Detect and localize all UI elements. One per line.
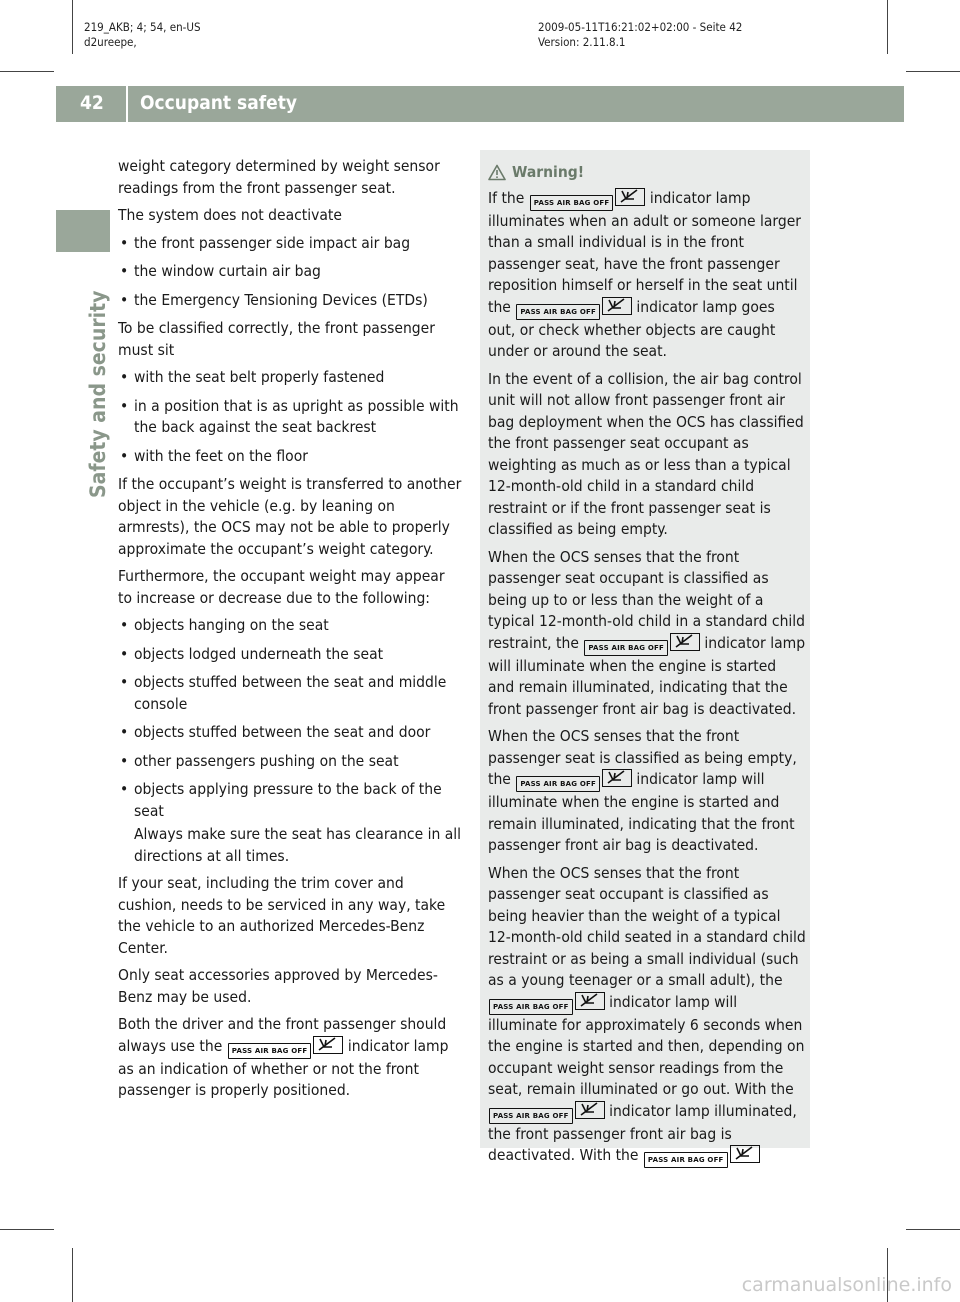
watermark: carmanualsonline.info <box>741 1274 952 1296</box>
seat-child-crossed-icon <box>602 769 632 787</box>
crop-mark <box>72 1248 73 1302</box>
crop-mark <box>0 1229 54 1230</box>
list-item-text: in a position that is as upright as possible with the back against the seat backrest <box>134 396 459 436</box>
paragraph <box>488 188 806 363</box>
note-text: Always make sure the seat has clearance in all directions at all times. <box>134 825 462 865</box>
list-item-text: objects stuffed between the seat and middle console <box>134 673 447 713</box>
crop-mark <box>0 71 54 72</box>
bullet-icon: • <box>120 446 129 465</box>
pass-air-bag-off-badge: PASS AIR BAG OFF <box>584 640 668 656</box>
list-item-text: other passengers pushing on the seat <box>134 751 399 770</box>
pass-air-bag-off-badge: PASS AIR BAG OFF <box>228 1043 312 1059</box>
crop-mark <box>887 0 888 54</box>
side-tab-label: Safety and security <box>86 290 110 498</box>
print-meta-left <box>84 20 201 50</box>
seat-child-crossed-icon <box>670 633 700 651</box>
bullet-icon: • <box>120 396 129 415</box>
pass-air-bag-off-badge: PASS AIR BAG OFF <box>489 999 573 1015</box>
pass-air-bag-off-badge: PASS AIR BAG OFF <box>516 776 600 792</box>
list-item <box>118 672 462 715</box>
bullet-icon: • <box>120 644 129 663</box>
paragraph: If your seat, including the trim cover and cushion, needs to be serviced in any way, take the vehicle to an authorized Mercedes-Benz Center. <box>118 874 446 957</box>
left-column <box>118 156 462 1108</box>
list-item <box>118 233 462 255</box>
text-run: When the OCS senses that the front passenger seat is classified as being empty, the <box>488 727 797 788</box>
text-run: If the <box>488 188 525 207</box>
pass-air-bag-off-badge: PASS AIR BAG OFF <box>530 195 614 211</box>
bullet-icon: • <box>120 673 129 691</box>
warning-title-text: Warning! <box>512 163 585 181</box>
meta-line: Version: 2.11.8.1 <box>538 35 626 49</box>
list-item <box>118 722 462 744</box>
crop-mark <box>906 71 960 72</box>
text-run: Both the driver and the front passenger should always use the <box>118 1015 447 1055</box>
crop-mark <box>72 0 73 54</box>
pass-air-bag-off-badge: PASS AIR BAG OFF <box>516 304 600 320</box>
paragraph <box>488 863 806 1169</box>
meta-line: 219_AKB; 4; 54, en-US <box>84 20 201 34</box>
print-meta-right <box>538 20 742 50</box>
bullet-icon: • <box>120 368 129 386</box>
bullet-icon: • <box>120 616 129 634</box>
list-item <box>118 290 462 312</box>
pass-air-bag-off-badge: PASS AIR BAG OFF <box>489 1108 573 1124</box>
seat-child-crossed-icon <box>575 992 605 1010</box>
list-item-text: objects applying pressure to the back of the seat <box>134 780 442 820</box>
paragraph <box>488 547 806 721</box>
seat-child-crossed-icon <box>615 188 645 206</box>
paragraph <box>488 726 806 857</box>
text-run: indicator lamp as an indication of whether or not the front passenger is properly positioned. <box>118 1036 449 1099</box>
paragraph: weight category determined by weight sensor readings from the front passenger seat. <box>118 157 440 197</box>
list-item-text: objects stuffed between the seat and door <box>134 723 431 741</box>
list-item-text: objects hanging on the seat <box>134 616 329 634</box>
text-run: indicator lamp will illuminate for approximately 6 seconds when the engine is started and then, depending on occupant weight sensor readings from the seat, remain illuminated or go out. With the <box>488 992 805 1098</box>
side-tab <box>86 258 116 498</box>
text-run: indicator lamp illuminated, the front passenger front air bag is deactivated. With the <box>488 1101 797 1164</box>
seat-child-crossed-icon <box>575 1101 605 1119</box>
list-item-text: with the feet on the floor <box>134 446 308 465</box>
paragraph <box>118 1014 462 1102</box>
paragraph: To be classified correctly, the front passenger must sit <box>118 319 435 359</box>
pass-air-bag-off-badge: PASS AIR BAG OFF <box>644 1152 728 1168</box>
list-item <box>118 644 462 666</box>
list-item <box>118 751 462 773</box>
seat-child-crossed-icon <box>602 297 632 315</box>
list-item <box>118 779 462 822</box>
list-item-text: with the seat belt properly fastened <box>134 368 385 386</box>
section-title: Occupant safety <box>140 92 298 114</box>
paragraph: The system does not deactivate <box>118 206 342 224</box>
warning-content <box>488 162 806 1174</box>
text-run: indicator lamp will illuminate when the engine is started and remain illuminated, indicating that the front passenger front air bag is deactivated. <box>488 633 806 718</box>
list-item <box>118 367 462 389</box>
seat-child-crossed-icon <box>313 1036 343 1054</box>
bullet-icon: • <box>120 723 129 741</box>
bullet-icon: • <box>120 290 129 309</box>
header-divider <box>126 86 128 122</box>
list-item <box>118 615 462 637</box>
seat-child-crossed-icon <box>730 1145 760 1163</box>
list-item-text: the window curtain air bag <box>134 262 321 280</box>
list-item <box>118 396 462 439</box>
paragraph: In the event of a collision, the air bag control unit will not allow front passenger front air bag deployment when the OCS has classified the front passenger seat occupant as weighting as much as or less than a typical 12-month-old child in a standard child restraint or if the front passenger seat is classified as being empty. <box>488 369 804 538</box>
crop-mark <box>906 1229 960 1230</box>
warning-triangle-icon <box>488 164 506 181</box>
page-number: 42 <box>80 92 104 114</box>
paragraph: If the occupant’s weight is transferred to another object in the vehicle (e.g. by leaning on armrests), the OCS may not be able to properly approximate the occupant’s weight category. <box>118 475 462 558</box>
list-item-text: the Emergency Tensioning Devices (ETDs) <box>134 290 428 309</box>
text-run: When the OCS senses that the front passenger seat occupant is classified as being up to or less than the weight of a typical 12-month-old child in a standard child restraint, the <box>488 547 806 652</box>
warning-title <box>488 162 806 184</box>
meta-line: d2ureepe, <box>84 35 137 49</box>
list-item <box>118 261 462 283</box>
meta-line: 2009-05-11T16:21:02+02:00 - Seite 42 <box>538 20 743 34</box>
paragraph: Furthermore, the occupant weight may appear to increase or decrease due to the following: <box>118 567 445 607</box>
bullet-icon: • <box>120 751 129 770</box>
list-item <box>118 446 462 468</box>
side-tab-block <box>56 210 110 252</box>
bullet-icon: • <box>120 233 129 252</box>
list-item-text: the front passenger side impact air bag <box>134 233 411 252</box>
text-run: indicator lamp goes out, or check whether objects are caught under or around the seat. <box>488 297 776 360</box>
text-run: indicator lamp will illuminate when the engine is started and remain illuminated, indicating that the front passenger front air bag is deactivated. <box>488 770 795 854</box>
bullet-icon: • <box>120 780 129 798</box>
text-run: When the OCS senses that the front passenger seat occupant is classified as being heavier than the weight of a typical 12-month-old child seated in a standard child restraint or as being a small individual (such as a young teenager or a small adult), the <box>488 863 806 989</box>
bullet-icon: • <box>120 262 129 280</box>
paragraph: Only seat accessories approved by Mercedes-Benz may be used. <box>118 966 438 1006</box>
list-item-text: objects lodged underneath the seat <box>134 644 384 663</box>
text-run: indicator lamp illuminates when an adult or someone larger than a small individual is in the front passenger seat, have the front passenger reposition himself or herself in the seat until the <box>488 188 802 316</box>
